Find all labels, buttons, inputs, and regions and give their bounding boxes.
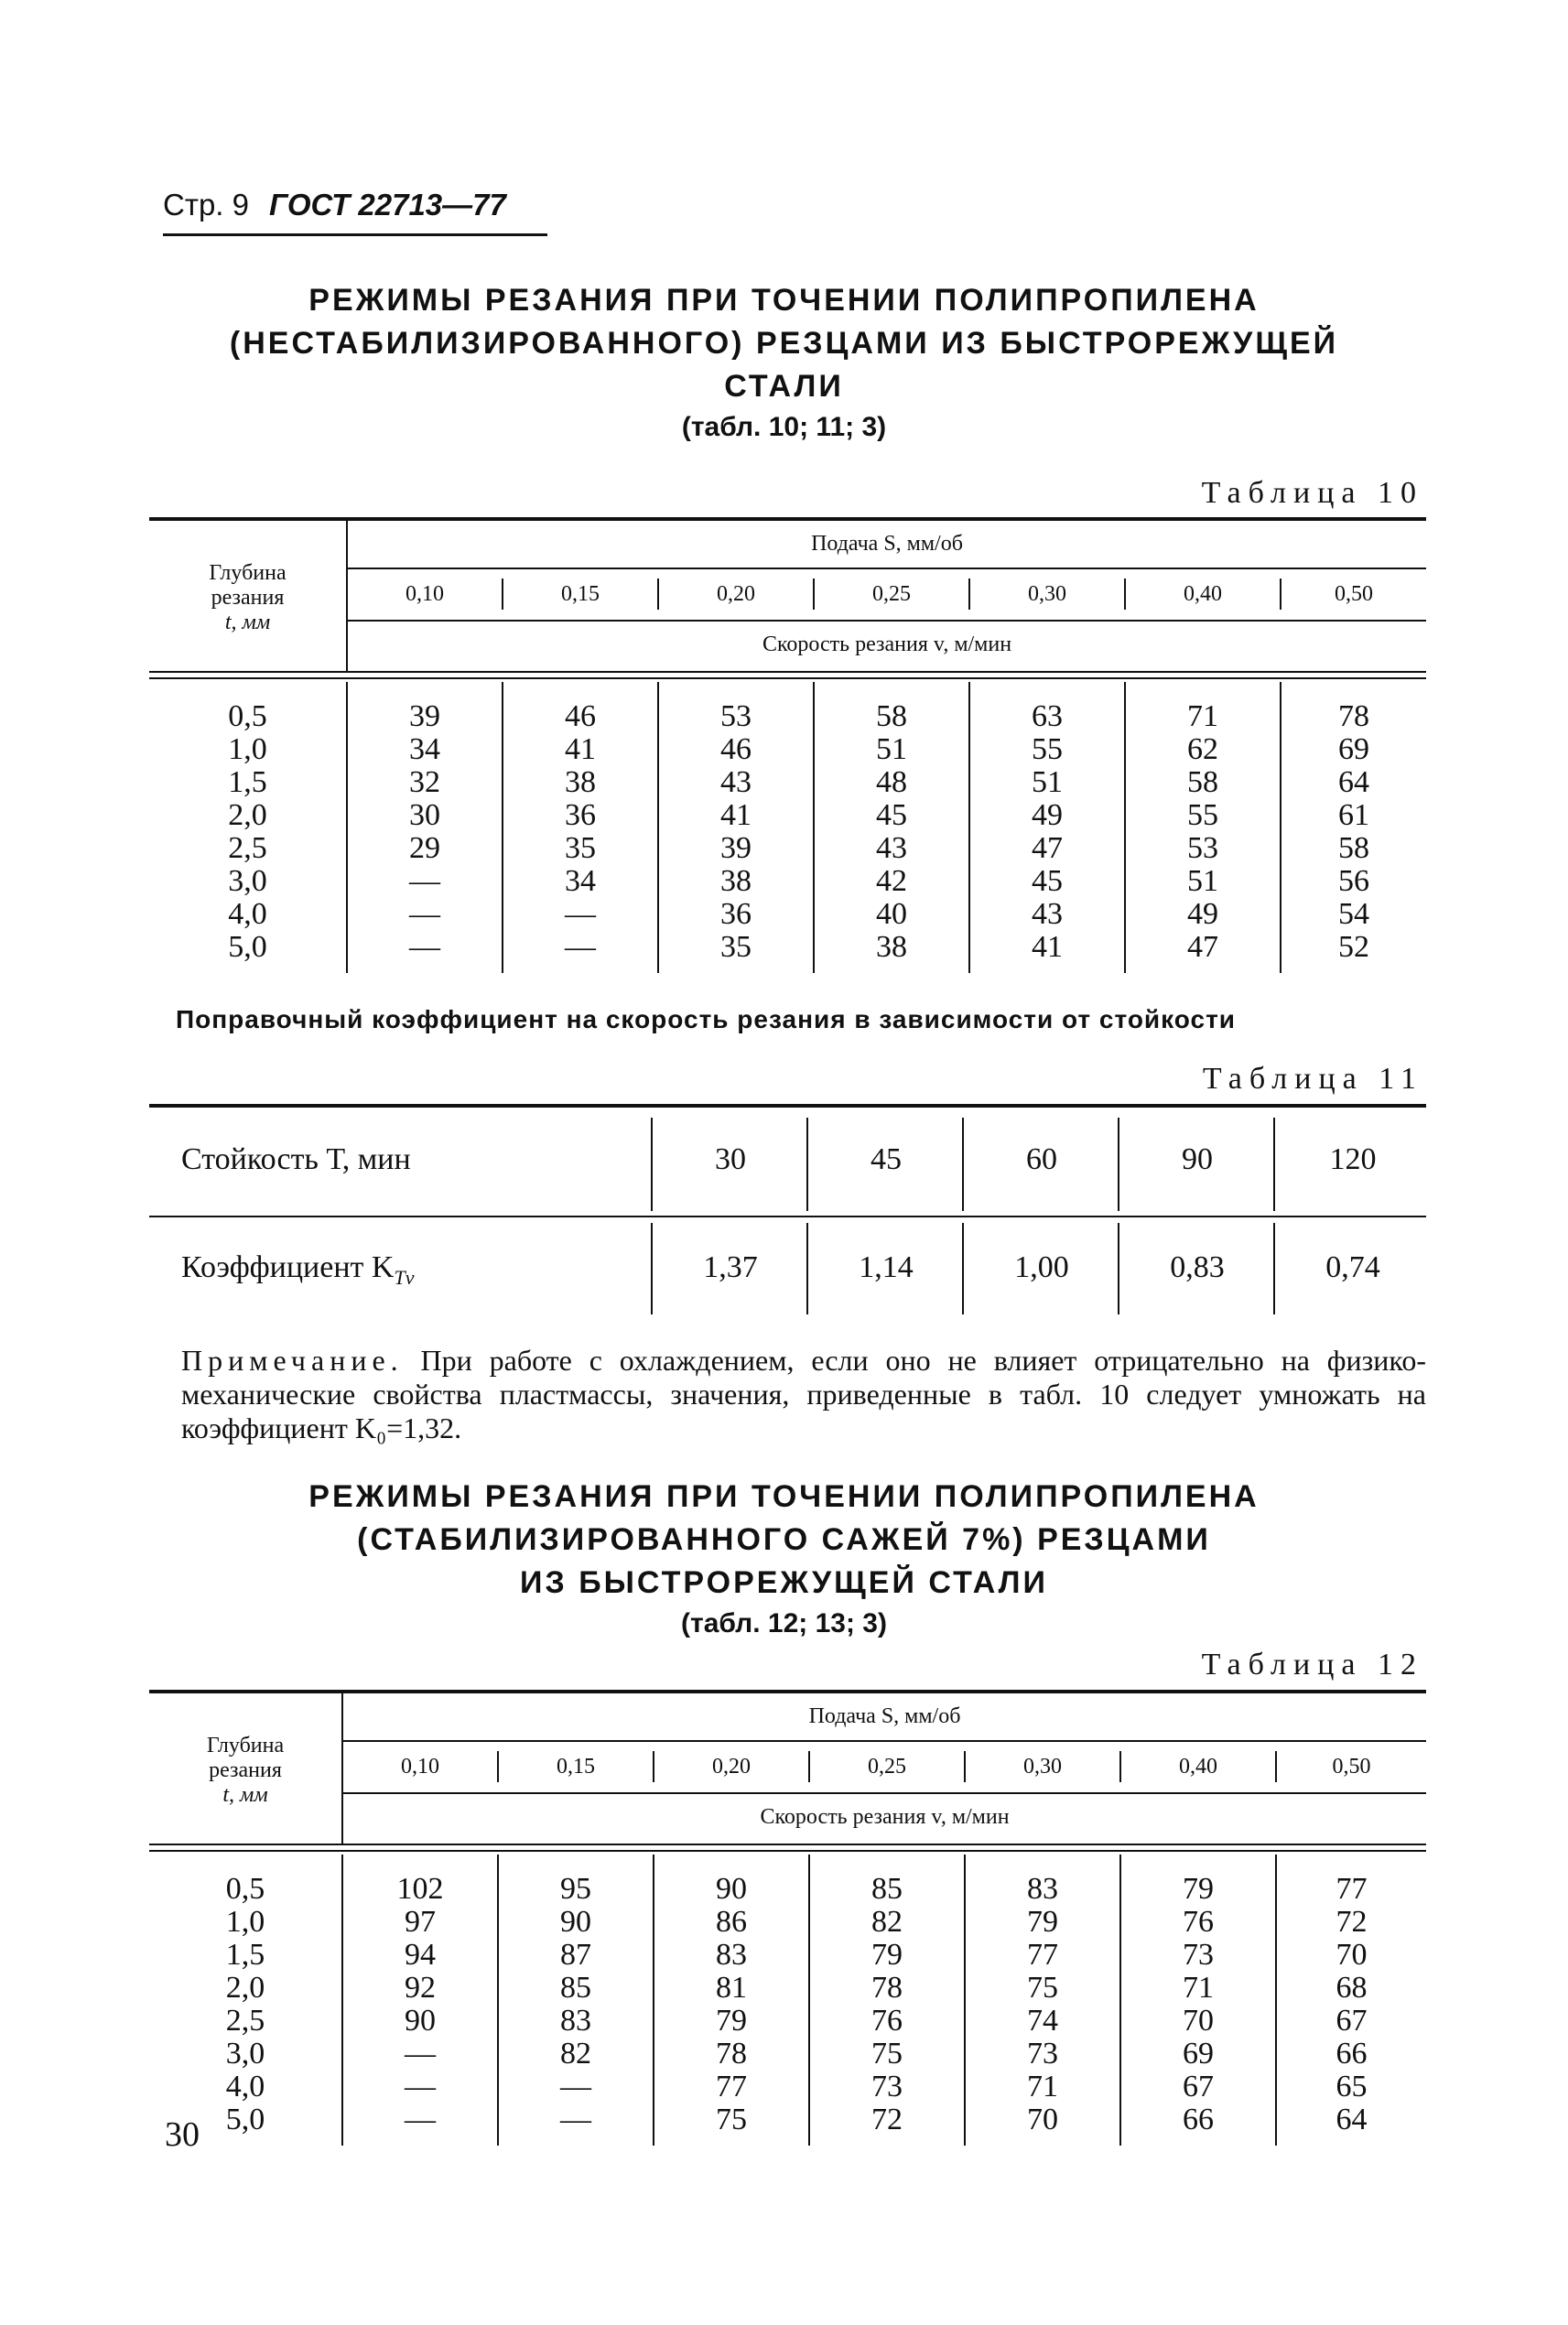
table10-feed-cell: 0,30 — [1028, 582, 1066, 606]
section2-title-line2: (СТАБИЛИЗИРОВАННОГО САЖЕЙ 7%) РЕЗЦАМИ — [357, 1522, 1211, 1557]
coefficient-value: 1,14 — [859, 1250, 914, 1284]
table10-value-column: 63 55 51 49 47 45 43 41 — [1032, 699, 1063, 964]
coefficient-value: 1,00 — [1014, 1250, 1069, 1284]
durability-value: 30 — [715, 1142, 746, 1176]
section2-title-line1: РЕЖИМЫ РЕЗАНИЯ ПРИ ТОЧЕНИИ ПОЛИПРОПИЛЕНА — [308, 1479, 1260, 1514]
table12-value-column: 85 82 79 78 76 75 73 72 — [871, 1872, 903, 2136]
running-header — [163, 188, 547, 233]
table12-value-column: 102 97 94 92 90 — — — — [396, 1872, 444, 2136]
table10-feed-cell: 0,25 — [872, 582, 911, 606]
table12-value-column: 79 76 73 71 70 69 67 66 — [1183, 1872, 1214, 2136]
table12-depth-column: 0,5 1,0 1,5 2,0 2,5 3,0 4,0 5,0 — [225, 1872, 265, 2136]
header-rule — [163, 233, 547, 236]
table12-speed-header: Скорость резания v, м/мин — [760, 1805, 1010, 1829]
table12-feed-cell: 0,10 — [401, 1755, 439, 1779]
section1-title-line2: (НЕСТАБИЛИЗИРОВАННОГО) РЕЗЦАМИ ИЗ БЫСТРОРЕЖУЩЕЙ — [229, 326, 1339, 361]
page-number: 30 — [165, 2115, 200, 2154]
table10-feed-row — [348, 569, 1426, 619]
table12-feed-header: Подача S, мм/об — [808, 1704, 961, 1728]
table11 — [149, 1104, 1426, 1325]
section2-title-line3: ИЗ БЫСТРОРЕЖУЩЕЙ СТАЛИ — [520, 1565, 1048, 1600]
table12-feed-cell: 0,40 — [1179, 1755, 1217, 1779]
coefficient-value: 0,74 — [1325, 1250, 1380, 1284]
table12-value-column: 95 90 87 85 83 82 — — — [560, 1872, 591, 2136]
table12-value-column: 77 72 70 68 67 66 65 64 — [1336, 1872, 1368, 2136]
coefficient-label: Коэффициент $K_{Тv}$ — [181, 1250, 415, 1289]
table10-feed-cell: 0,50 — [1335, 582, 1373, 606]
table10-feed-cell: 0,20 — [717, 582, 755, 606]
durability-value: 90 — [1182, 1142, 1213, 1176]
table10 — [149, 517, 1426, 979]
table12-value-column: 83 79 77 75 74 73 71 70 — [1027, 1872, 1058, 2136]
table12-feed-cell: 0,25 — [868, 1755, 906, 1779]
table11-label: Таблица 11 — [1202, 1062, 1423, 1096]
table10-value-column: 53 46 43 41 39 38 36 35 — [720, 699, 752, 964]
note-text: При работе с охлаждением, если оно не влияет отрицательно на физико-механические свойства пластмассы, значения, приведенные в табл. 10 следует умножать на коэффициент K₀=1,32. — [181, 1344, 1426, 1444]
section1-table-refs: (табл. 10; 11; 3) — [681, 412, 887, 442]
table10-value-column: 58 51 48 45 43 42 40 38 — [876, 699, 907, 964]
coefficient-value: 1,37 — [703, 1250, 758, 1284]
section1-title-line3: СТАЛИ — [724, 369, 844, 404]
table10-value-column: 39 34 32 30 29 — — — — [409, 699, 440, 964]
durability-value: 120 — [1329, 1142, 1377, 1176]
table12-feed-row — [343, 1742, 1426, 1791]
note — [181, 1344, 1426, 1445]
table10-depth-column: 0,5 1,0 1,5 2,0 2,5 3,0 4,0 5,0 — [228, 699, 267, 964]
section1-title-line1: РЕЖИМЫ РЕЗАНИЯ ПРИ ТОЧЕНИИ ПОЛИПРОПИЛЕНА — [308, 283, 1260, 318]
table12-feed-cell: 0,30 — [1023, 1755, 1062, 1779]
coefficient-value: 0,83 — [1170, 1250, 1225, 1284]
durability-value: 45 — [871, 1142, 902, 1176]
table12 — [149, 1690, 1426, 2152]
note-lead: Примечание. — [181, 1344, 404, 1377]
table10-value-column: 71 62 58 55 53 51 49 47 — [1187, 699, 1218, 964]
table12-label: Таблица 12 — [1201, 1648, 1423, 1682]
section2-table-refs: (табл. 12; 13; 3) — [681, 1608, 887, 1638]
table10-value-column: 46 41 38 36 35 34 — — — [565, 699, 596, 964]
table10-top-rule — [149, 517, 1426, 521]
durability-value: 60 — [1026, 1142, 1057, 1176]
table12-depth-header: Глубина резания t, мм — [206, 1734, 285, 1807]
standard-number: ГОСТ 22713—77 — [269, 188, 506, 222]
table12-value-column: 90 86 83 81 79 78 77 75 — [716, 1872, 747, 2136]
page-label: Стр. 9 — [163, 188, 249, 222]
table10-label: Таблица 10 — [1201, 476, 1423, 510]
correction-heading: Поправочный коэффициент на скорость резания в зависимости от стойкости — [176, 1005, 1237, 1033]
table10-depth-header: Глубина резания t, мм — [209, 561, 287, 634]
table10-speed-header: Скорость резания v, м/мин — [762, 633, 1012, 656]
table10-feed-cell: 0,15 — [561, 582, 600, 606]
table12-feed-cell: 0,50 — [1332, 1755, 1371, 1779]
table12-feed-cell: 0,20 — [712, 1755, 751, 1779]
table10-feed-cell: 0,10 — [406, 582, 444, 606]
durability-label: Стойкость Т, мин — [181, 1142, 411, 1176]
table10-value-column: 78 69 64 61 58 56 54 52 — [1338, 699, 1369, 964]
table10-feed-header: Подача S, мм/об — [811, 532, 963, 556]
table12-feed-cell: 0,15 — [557, 1755, 595, 1779]
table10-feed-cell: 0,40 — [1184, 582, 1222, 606]
